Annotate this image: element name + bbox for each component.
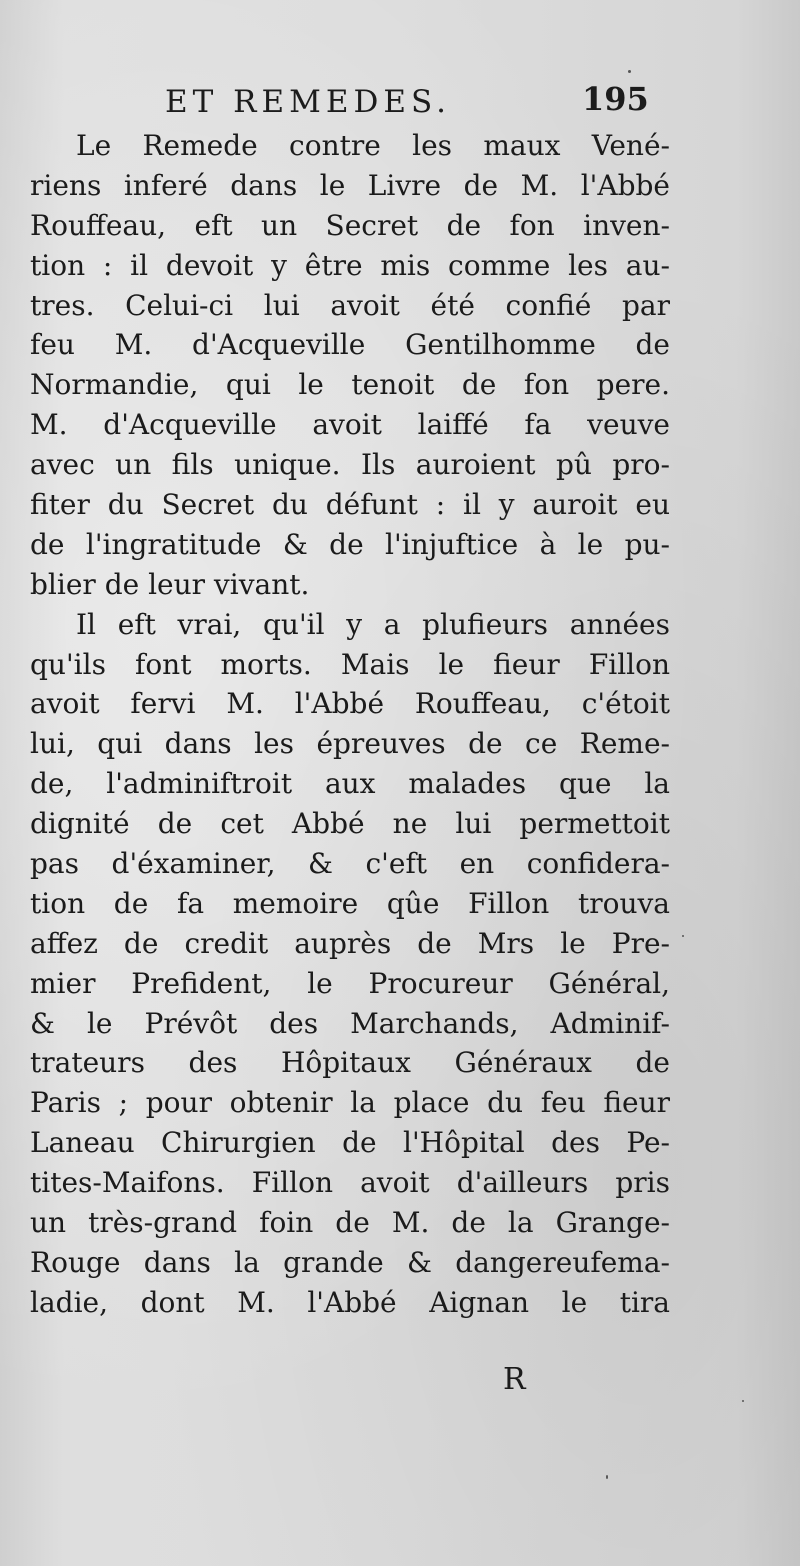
body-text (30, 126, 670, 1323)
text-line: tion de fa memoire qûe Fillon trouva (30, 886, 670, 920)
text-line: pas d'éxaminer, & c'eft en confidera- (30, 847, 670, 881)
text-line: & le Prévôt des Marchands, Adminif- (30, 1006, 670, 1040)
page-header (30, 80, 670, 130)
paragraph (30, 605, 670, 1323)
text-line: lui, qui dans les épreuves de ce Reme- (30, 727, 670, 761)
ink-speck (628, 70, 631, 73)
ink-speck (742, 1400, 744, 1402)
text-line: trateurs des Hôpitaux Généraux de (30, 1046, 670, 1080)
text-line: Rouffeau, eft un Secret de fon inven- (30, 208, 670, 242)
text-line: avec un fils unique. Ils auroient pû pro- (30, 448, 670, 482)
text-line: riens inferé dans le Livre de M. l'Abbé (30, 168, 670, 202)
text-line: affez de credit auprès de Mrs le Pre- (30, 926, 670, 960)
text-line: ladie, dont M. l'Abbé Aignan le tira (30, 1285, 670, 1319)
text-line: Il eft vrai, qu'il y a plufieurs années (76, 607, 670, 641)
text-line: Paris ; pour obtenir la place du feu fieur (30, 1086, 670, 1120)
page-number: 195 (582, 80, 649, 118)
signature-mark: R (503, 1362, 526, 1397)
ink-speck (682, 935, 684, 937)
text-line: tion : il devoit y être mis comme les au- (30, 248, 670, 282)
text-line: Laneau Chirurgien de l'Hôpital des Pe- (30, 1126, 670, 1160)
paragraph (30, 126, 670, 605)
text-line: tres. Celui-ci lui avoit été confié par (30, 288, 670, 322)
text-line: Normandie, qui le tenoit de fon pere. (30, 368, 670, 402)
text-line: qu'ils font morts. Mais le fieur Fillon (30, 647, 670, 681)
running-head: ET REMEDES. (165, 84, 451, 120)
text-line: Rouge dans la grande & dangereufema- (30, 1245, 670, 1279)
text-line: Le Remede contre les maux Vené- (76, 129, 670, 162)
text-line: dignité de cet Abbé ne lui permettoit (30, 807, 670, 841)
text-line: mier Prefident, le Procureur Général, (30, 966, 670, 1000)
ink-speck (606, 1475, 608, 1479)
text-line: M. d'Acqueville avoit laiffé fa veuve (30, 408, 670, 442)
text-line: fiter du Secret du défunt : il y auroit eu (30, 488, 670, 522)
text-line: feu M. d'Acqueville Gentilhomme de (30, 328, 670, 362)
text-line: un très-grand foin de M. de la Grange- (30, 1206, 670, 1240)
text-line: tites-Maifons. Fillon avoit d'ailleurs pris (30, 1166, 670, 1200)
text-line: avoit fervi M. l'Abbé Rouffeau, c'étoit (30, 687, 670, 721)
text-line: de, l'adminiftroit aux malades que la (30, 767, 670, 801)
text-line: de l'ingratitude & de l'injuftice à le pu- (30, 527, 670, 561)
text-line: blier de leur vivant. (30, 567, 310, 601)
